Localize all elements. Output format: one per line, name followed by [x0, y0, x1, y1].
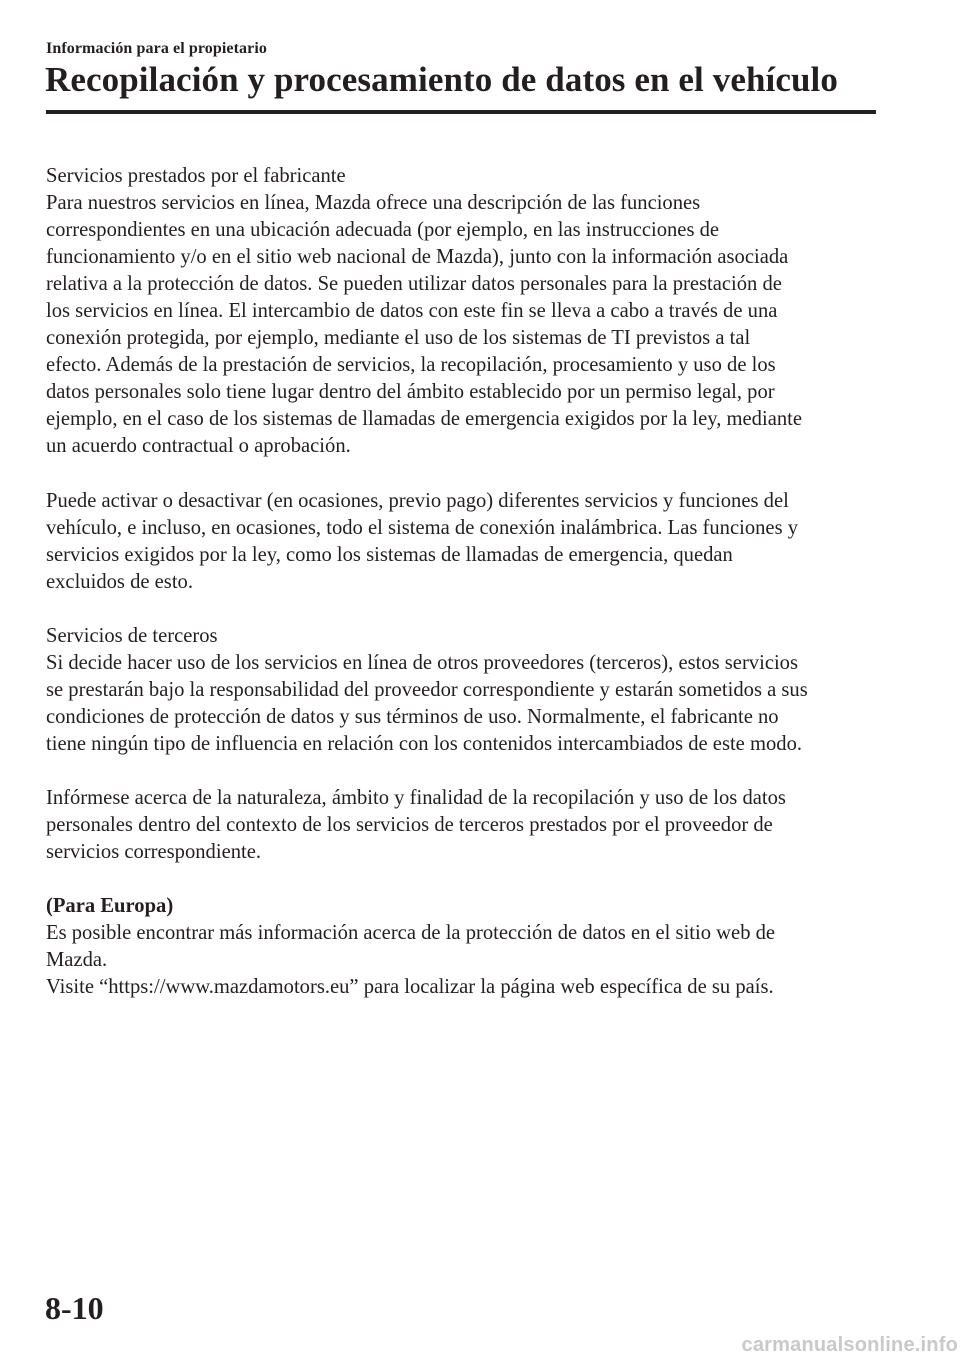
text-line: Puede activar o desactivar (en ocasiones, previo pago) diferentes servicios y funciones del	[46, 489, 789, 512]
text-line: servicios exigidos por la ley, como los sistemas de llamadas de emergencia, quedan	[46, 543, 733, 566]
text-line: Para nuestros servicios en línea, Mazda ofrece una descripción de las funciones	[46, 192, 701, 215]
text-line: relativa a la protección de datos. Se pueden utilizar datos personales para la prestación de	[46, 273, 782, 296]
text-line: Infórmese acerca de la naturaleza, ámbito y finalidad de la recopilación y uso de los datos	[46, 786, 786, 809]
page-title: Recopilación y procesamiento de datos en el vehículo	[45, 60, 838, 99]
text-line: Visite “https://www.mazdamotors.eu” para localizar la página web específica de su país.	[46, 976, 774, 999]
text-line: ejemplo, en el caso de los sistemas de llamadas de emergencia exigidos por la ley, mediante	[46, 408, 802, 431]
paragraph-inform-yourself	[46, 785, 886, 866]
title-rule	[46, 110, 876, 114]
text-line: Es posible encontrar más información acerca de la protección de datos en el sitio web de	[46, 922, 776, 945]
text-line: vehículo, e incluso, en ocasiones, todo el sistema de conexión inalámbrica. Las funciones y	[46, 516, 799, 539]
text-line: tiene ningún tipo de influencia en relación con los contenidos intercambiados de este modo.	[46, 732, 803, 755]
text-line: Si decide hacer uso de los servicios en línea de otros proveedores (terceros), estos servicios	[46, 651, 798, 674]
paragraph-third-party-services	[46, 623, 886, 758]
paragraph-manufacturer-services	[46, 163, 886, 461]
text-line: correspondientes en una ubicación adecuada (por ejemplo, en las instrucciones de	[46, 219, 720, 242]
paragraph-europe	[46, 893, 886, 1001]
section-label: Información para el propietario	[46, 40, 268, 57]
text-line: Servicios de terceros	[46, 624, 218, 647]
text-line: servicios correspondiente.	[46, 841, 262, 864]
text-line: se prestarán bajo la responsabilidad del proveedor correspondiente y estarán sometidos a sus	[46, 678, 808, 701]
paragraph-activation	[46, 488, 886, 596]
text-line: excluidos de esto.	[46, 570, 193, 593]
text-line: personales dentro del contexto de los servicios de terceros prestados por el proveedor de	[46, 813, 773, 836]
page-number: 8-10	[45, 1290, 104, 1326]
europe-heading: (Para Europa)	[46, 895, 174, 918]
text-line: Mazda.	[46, 949, 108, 972]
text-line: efecto. Además de la prestación de servicios, la recopilación, procesamiento y uso de los	[46, 354, 776, 377]
text-line: conexión protegida, por ejemplo, mediante el uso de los sistemas de TI previstos a tal	[46, 327, 751, 350]
text-line: funcionamiento y/o en el sitio web nacional de Mazda), junto con la información asociada	[46, 246, 789, 269]
watermark: carmanualsonline.info	[741, 1334, 958, 1356]
text-line: Servicios prestados por el fabricante	[46, 165, 346, 187]
paragraph-gap	[46, 758, 886, 785]
text-line: los servicios en línea. El intercambio de datos con este fin se lleva a cabo a través de una	[46, 300, 778, 323]
text-line: condiciones de protección de datos y sus términos de uso. Normalmente, el fabricante no	[46, 705, 779, 728]
paragraph-gap	[46, 596, 886, 623]
text-line: un acuerdo contractual o aprobación.	[46, 435, 351, 458]
page-content	[46, 163, 886, 1001]
paragraph-gap	[46, 461, 886, 488]
paragraph-gap	[46, 866, 886, 893]
text-line: datos personales solo tiene lugar dentro del ámbito establecido por un permiso legal, por	[46, 381, 775, 404]
